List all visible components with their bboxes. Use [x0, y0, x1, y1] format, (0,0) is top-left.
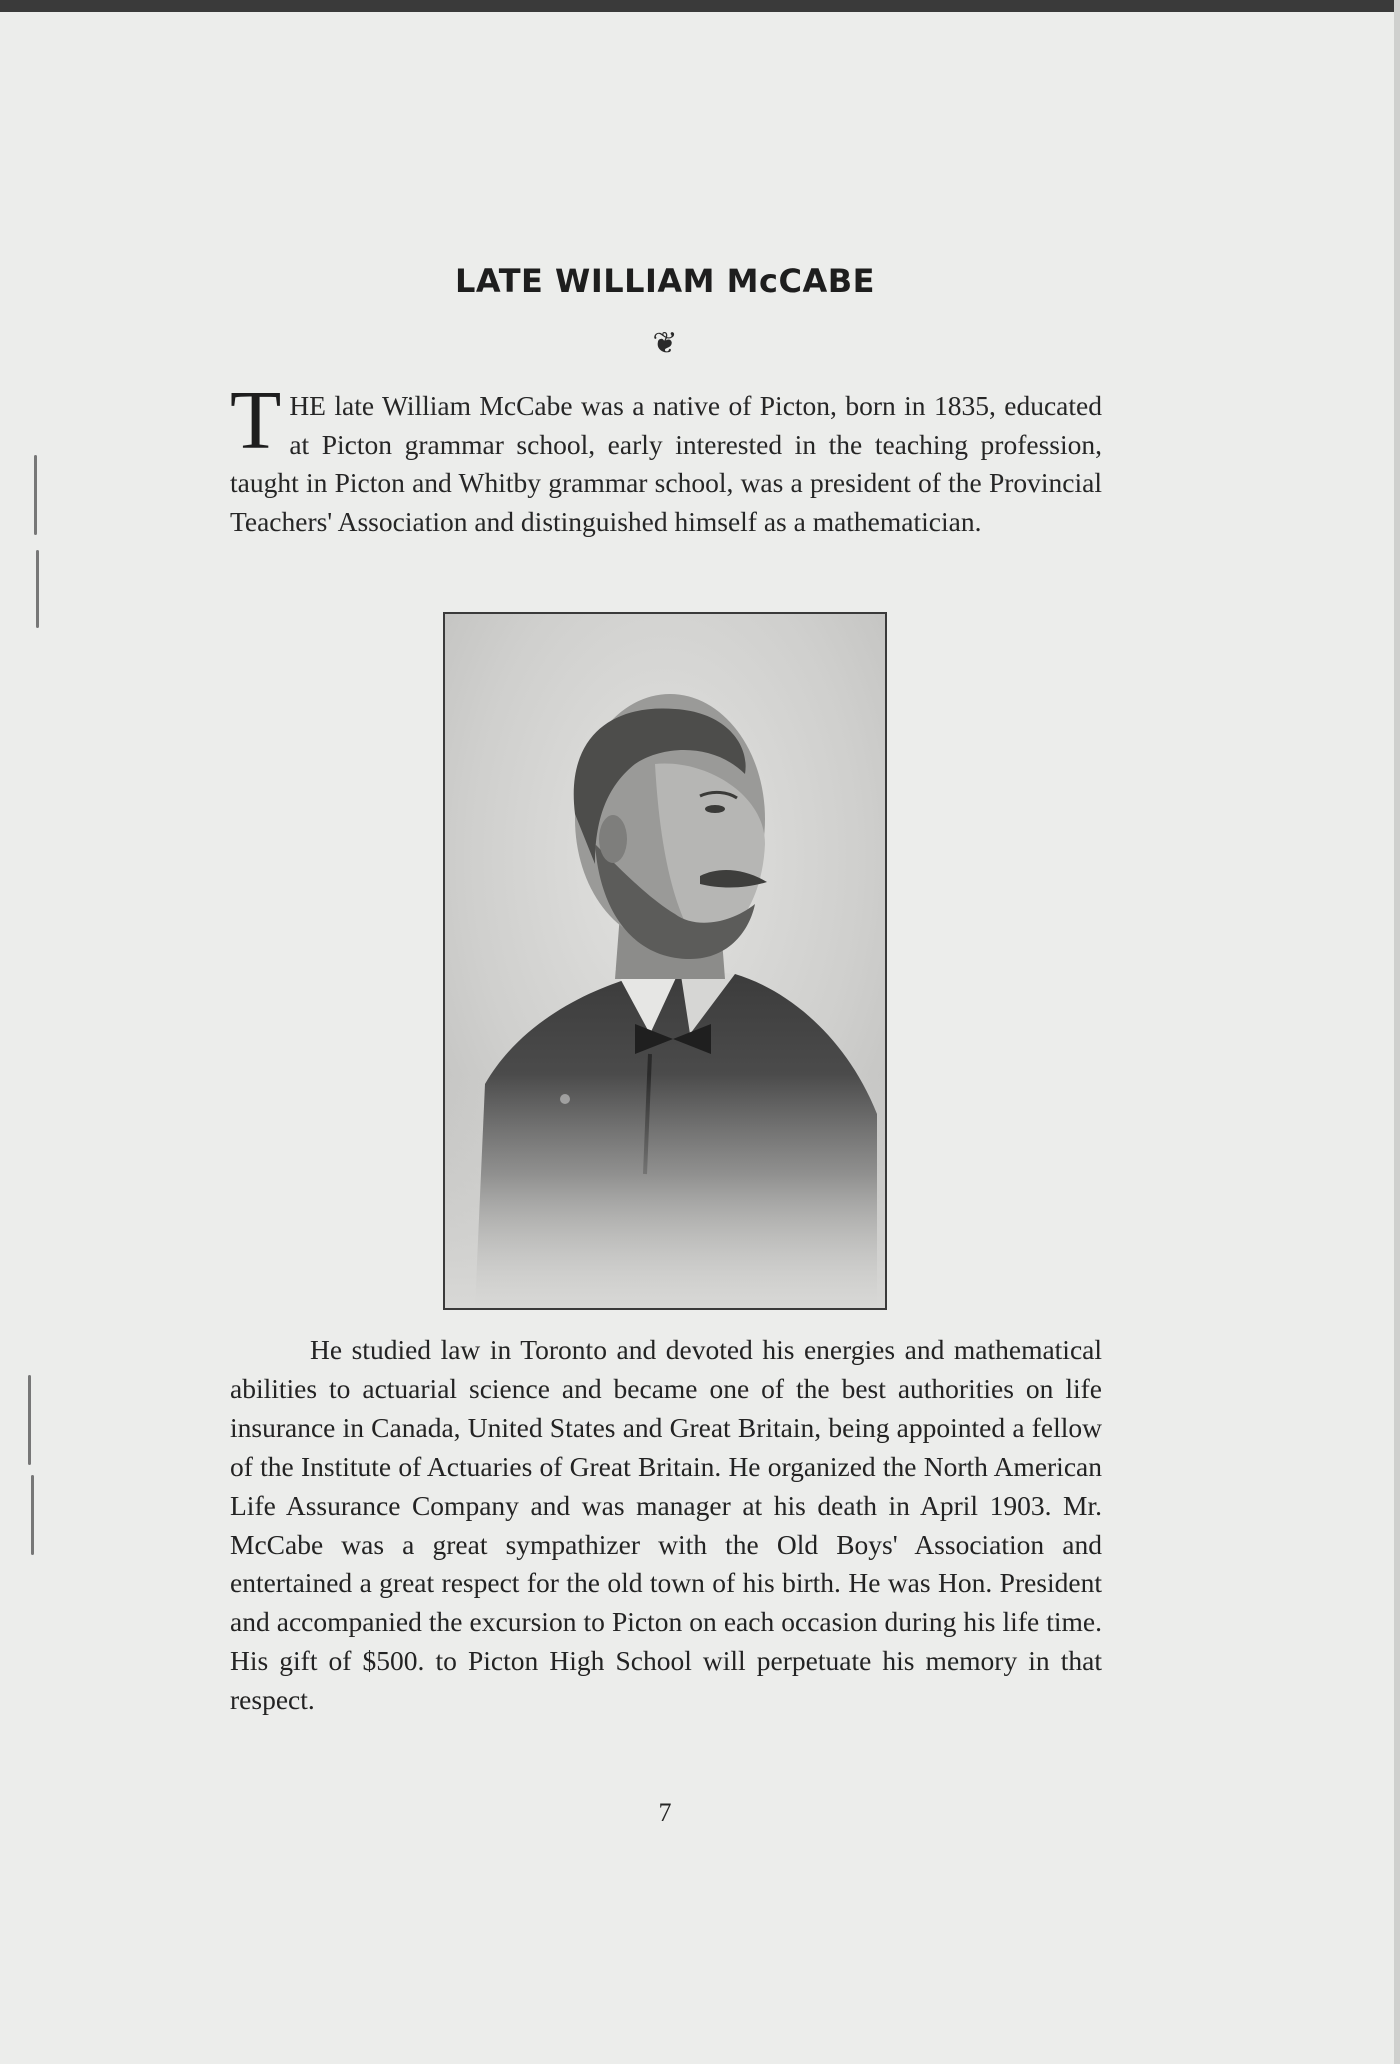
article-title: LATE WILLIAM McCABE [455, 262, 875, 300]
ear [599, 815, 627, 863]
page-right-edge [1394, 0, 1400, 2064]
vignette-fade [445, 1074, 885, 1308]
binding-stitch-mark [28, 1375, 31, 1465]
page-number: 7 [658, 1798, 672, 1827]
body-paragraph: He studied law in Toronto and devoted his energies and mathematical abilities to actuarial science and became one of the best authorities on life insurance in Canada, United States and Great Britain, being appointed a fellow of the Institute of Actuaries of Great Britain. He organized the North American Life Assurance Company and was manager at his death in April 1903. Mr. McCabe was a great sympathizer with the Old Boys' Association and entertained a great respect for the old town of his birth. He was Hon. President and accompanied the excursion to Picton on each occasion during his life time. His gift of $500. to Picton High School will perpetuate his memory in that respect. [230, 1334, 1102, 1716]
portrait-illustration [445, 614, 885, 1308]
drop-cap: T [230, 374, 282, 467]
intro-paragraph-text: HE late William McCabe was a native of Picton, born in 1835, educated at Picton grammar school, early interested in the teaching profession, taught in Picton and Whitby grammar school, was a president of the Provincial Teachers' Association and distinguished himself as a mathematician. [230, 390, 1102, 537]
binding-stitch-mark [34, 455, 37, 535]
intro-paragraph [230, 374, 1102, 541]
page-top-edge [0, 0, 1400, 12]
portrait-photograph [443, 612, 887, 1310]
binding-stitch-mark [31, 1475, 34, 1555]
eye [705, 805, 725, 813]
fleuron-ornament: ❦ [652, 326, 678, 361]
binding-stitch-mark [36, 550, 39, 628]
